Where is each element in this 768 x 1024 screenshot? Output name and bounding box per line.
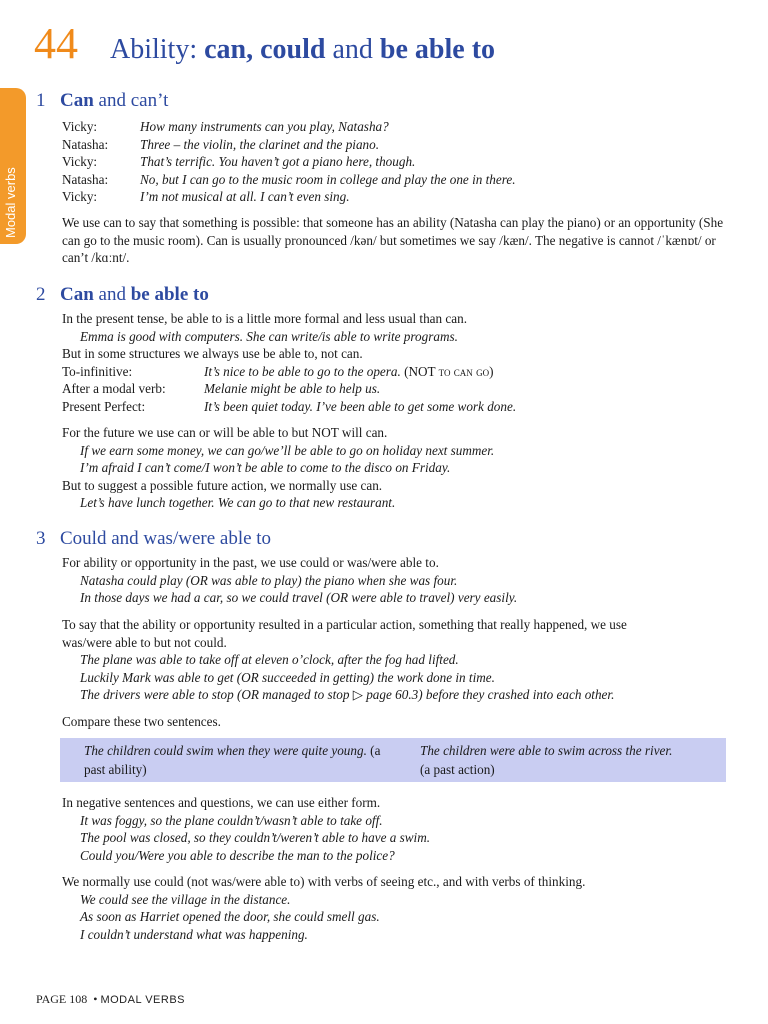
dialogue-line: Vicky: How many instruments can you play, Natasha? <box>62 119 389 134</box>
section-1-dialogue <box>62 118 732 206</box>
side-tab <box>0 88 26 244</box>
page-footer: PAGE 108 • MODAL VERBS <box>36 992 185 1006</box>
compare-intro: Compare these two sentences. <box>62 714 221 729</box>
section-3-perception: We normally use could (not was/were able to) with verbs of seeing etc., and with verbs of thinking. We could see the village in the distance. As soon as Harriet opened the door, she could smell gas. I couldn’t understand what was happening. <box>62 874 586 942</box>
comparison-left: The children could swim when they were quite young. (a past ability) <box>84 743 381 777</box>
section-1-heading: 1 Can and can’t <box>36 90 169 111</box>
section-2-future: For the future we use can or will be able to but NOT will can. If we earn some money, we can go/we’ll be able to go on holiday next summer. I’m afraid I can’t come/I won’t be able to come to the disco on Friday. But to suggest a possible future action, we normally use can. Let’s have lunch together. We can go to that new restaurant. <box>62 425 495 511</box>
dialogue-line: Vicky: I’m not musical at all. I can’t even sing. <box>62 189 350 205</box>
section-3-heading: 3 Could and was/were able to <box>36 528 272 549</box>
dialogue-line: Vicky: That’s terrific. You haven’t got a piano here, though. <box>62 154 416 170</box>
section-1-paragraph: We use can to say that something is possible: that someone has an ability (Natasha can play the piano) or an opportunity (She can go to the music room). Can is usually pronounced /kən/ but sometimes we say /kæn/. The negative is cannot /ˈkænɒt/ or can’t /kɑːnt/. <box>62 215 724 266</box>
section-3-past: For ability or opportunity in the past, we use could or was/were able to. Natasha could play (OR was able to play) the piano when she was four. In those days we had a car, so we could travel (OR were able to travel) very easily. <box>62 555 518 606</box>
dialogue-line: Natasha: Three – the violin, the clarinet and the piano. <box>62 136 380 152</box>
structure-row: Present Perfect: It’s been quiet today. I’ve been able to get some work done. <box>62 398 517 414</box>
unit-number: 44 <box>34 19 78 68</box>
comparison-box <box>60 738 726 782</box>
unit-title: Ability: can, could and be able to <box>110 34 496 65</box>
comparison-right: The children were able to swim across the river. (a past action) <box>420 743 673 777</box>
dialogue-line: Natasha: No, but I can go to the music room in college and play the one in there. <box>62 171 516 187</box>
section-3-actions: To say that the ability or opportunity resulted in a particular action, something that really happened, we use was/were able to but not could. The plane was able to take off at eleven o’clock, after the fog had lifted. Luckily Mark was able to get (OR succeeded in getting) the work done in time. The drivers were able to stop (OR managed to stop ▷ page 60.3) before they crashed into each other. <box>62 617 627 703</box>
structure-row: To-infinitive: It’s nice to be able to go to the opera. (NOT to can go) <box>62 363 494 379</box>
section-2-heading: 2 Can and be able to <box>36 284 209 305</box>
section-2-body: In the present tense, be able to is a little more formal and less usual than can. Emma is good with computers. She can write/is able to write programs. But in some structures we always use be able to, not can. To-infinitive: It’s nice to be able to go to the opera. (NOT to can go) After a modal verb: Melanie might be able to help us. Present Perfect: It’s been quiet today. I’ve been able to get some work done. <box>62 310 732 416</box>
side-tab-label: Modal verbs <box>3 167 18 238</box>
structure-row: After a modal verb: Melanie might be able to help us. <box>62 381 381 397</box>
section-3-negatives: In negative sentences and questions, we can use either form. It was foggy, so the plane couldn’t/wasn’t able to take off. The pool was closed, so they couldn’t/weren’t able to have a swim. Could you/Were you able to describe the man to the police? <box>62 795 431 863</box>
